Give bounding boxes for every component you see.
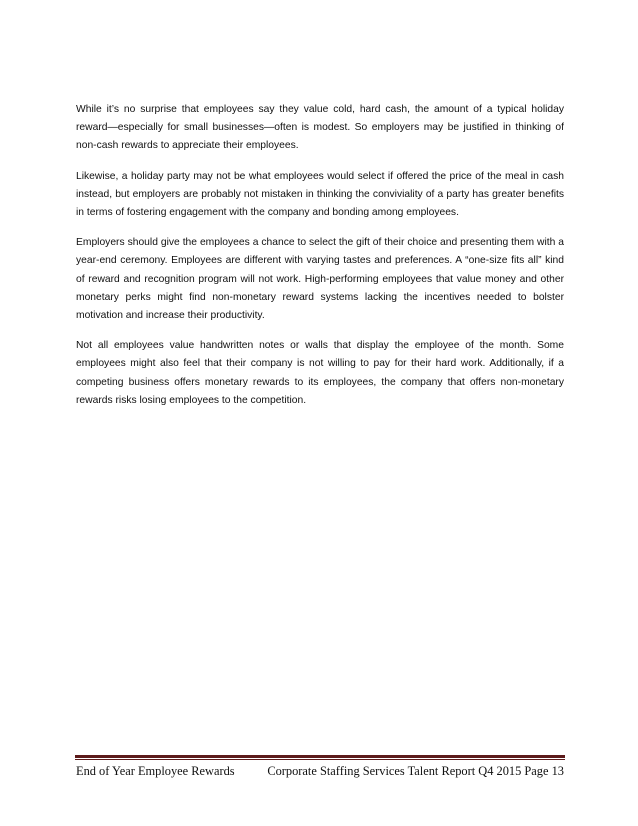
- footer-report-page: Corporate Staffing Services Talent Report Q4 2015 Page 13: [267, 764, 564, 778]
- paragraph-3: Employers should give the employees a chance to select the gift of their choice and presenting them with a year-end ceremony. Employees are different with varying tastes and preferences. A “one-size fits all” kind of reward and recognition program will not work. High-performing employees that value money and other monetary perks might find non-monetary reward systems lacking the incentives needed to bolster motivation and increase their productivity.: [76, 237, 564, 322]
- paragraph-1: While it’s no surprise that employees say they value cold, hard cash, the amount of a typical holiday reward—especially for small businesses—often is modest. So employers may be justified in thinking of non-cash rewards to appreciate their employees.: [76, 104, 564, 152]
- footer-divider-thin: [75, 759, 565, 760]
- footer-divider: [75, 755, 565, 761]
- page-footer: [76, 764, 564, 779]
- paragraph-4: Not all employees value handwritten notes or walls that display the employee of the month. Some employees might also feel that their company is not willing to pay for their hard work. Additionally, if a competing business offers monetary rewards to its employees, the company that offers non-monetary rewards risks losing employees to the competition.: [76, 340, 564, 406]
- body-text: [76, 101, 564, 422]
- footer-section-title: End of Year Employee Rewards: [76, 764, 235, 778]
- paragraph-2: Likewise, a holiday party may not be what employees would select if offered the price of the meal in cash instead, but employers are probably not mistaken in thinking the conviviality of a party has greater benefits in terms of fostering engagement with the company and bonding among employees.: [76, 170, 564, 219]
- footer-divider-thick: [75, 755, 565, 758]
